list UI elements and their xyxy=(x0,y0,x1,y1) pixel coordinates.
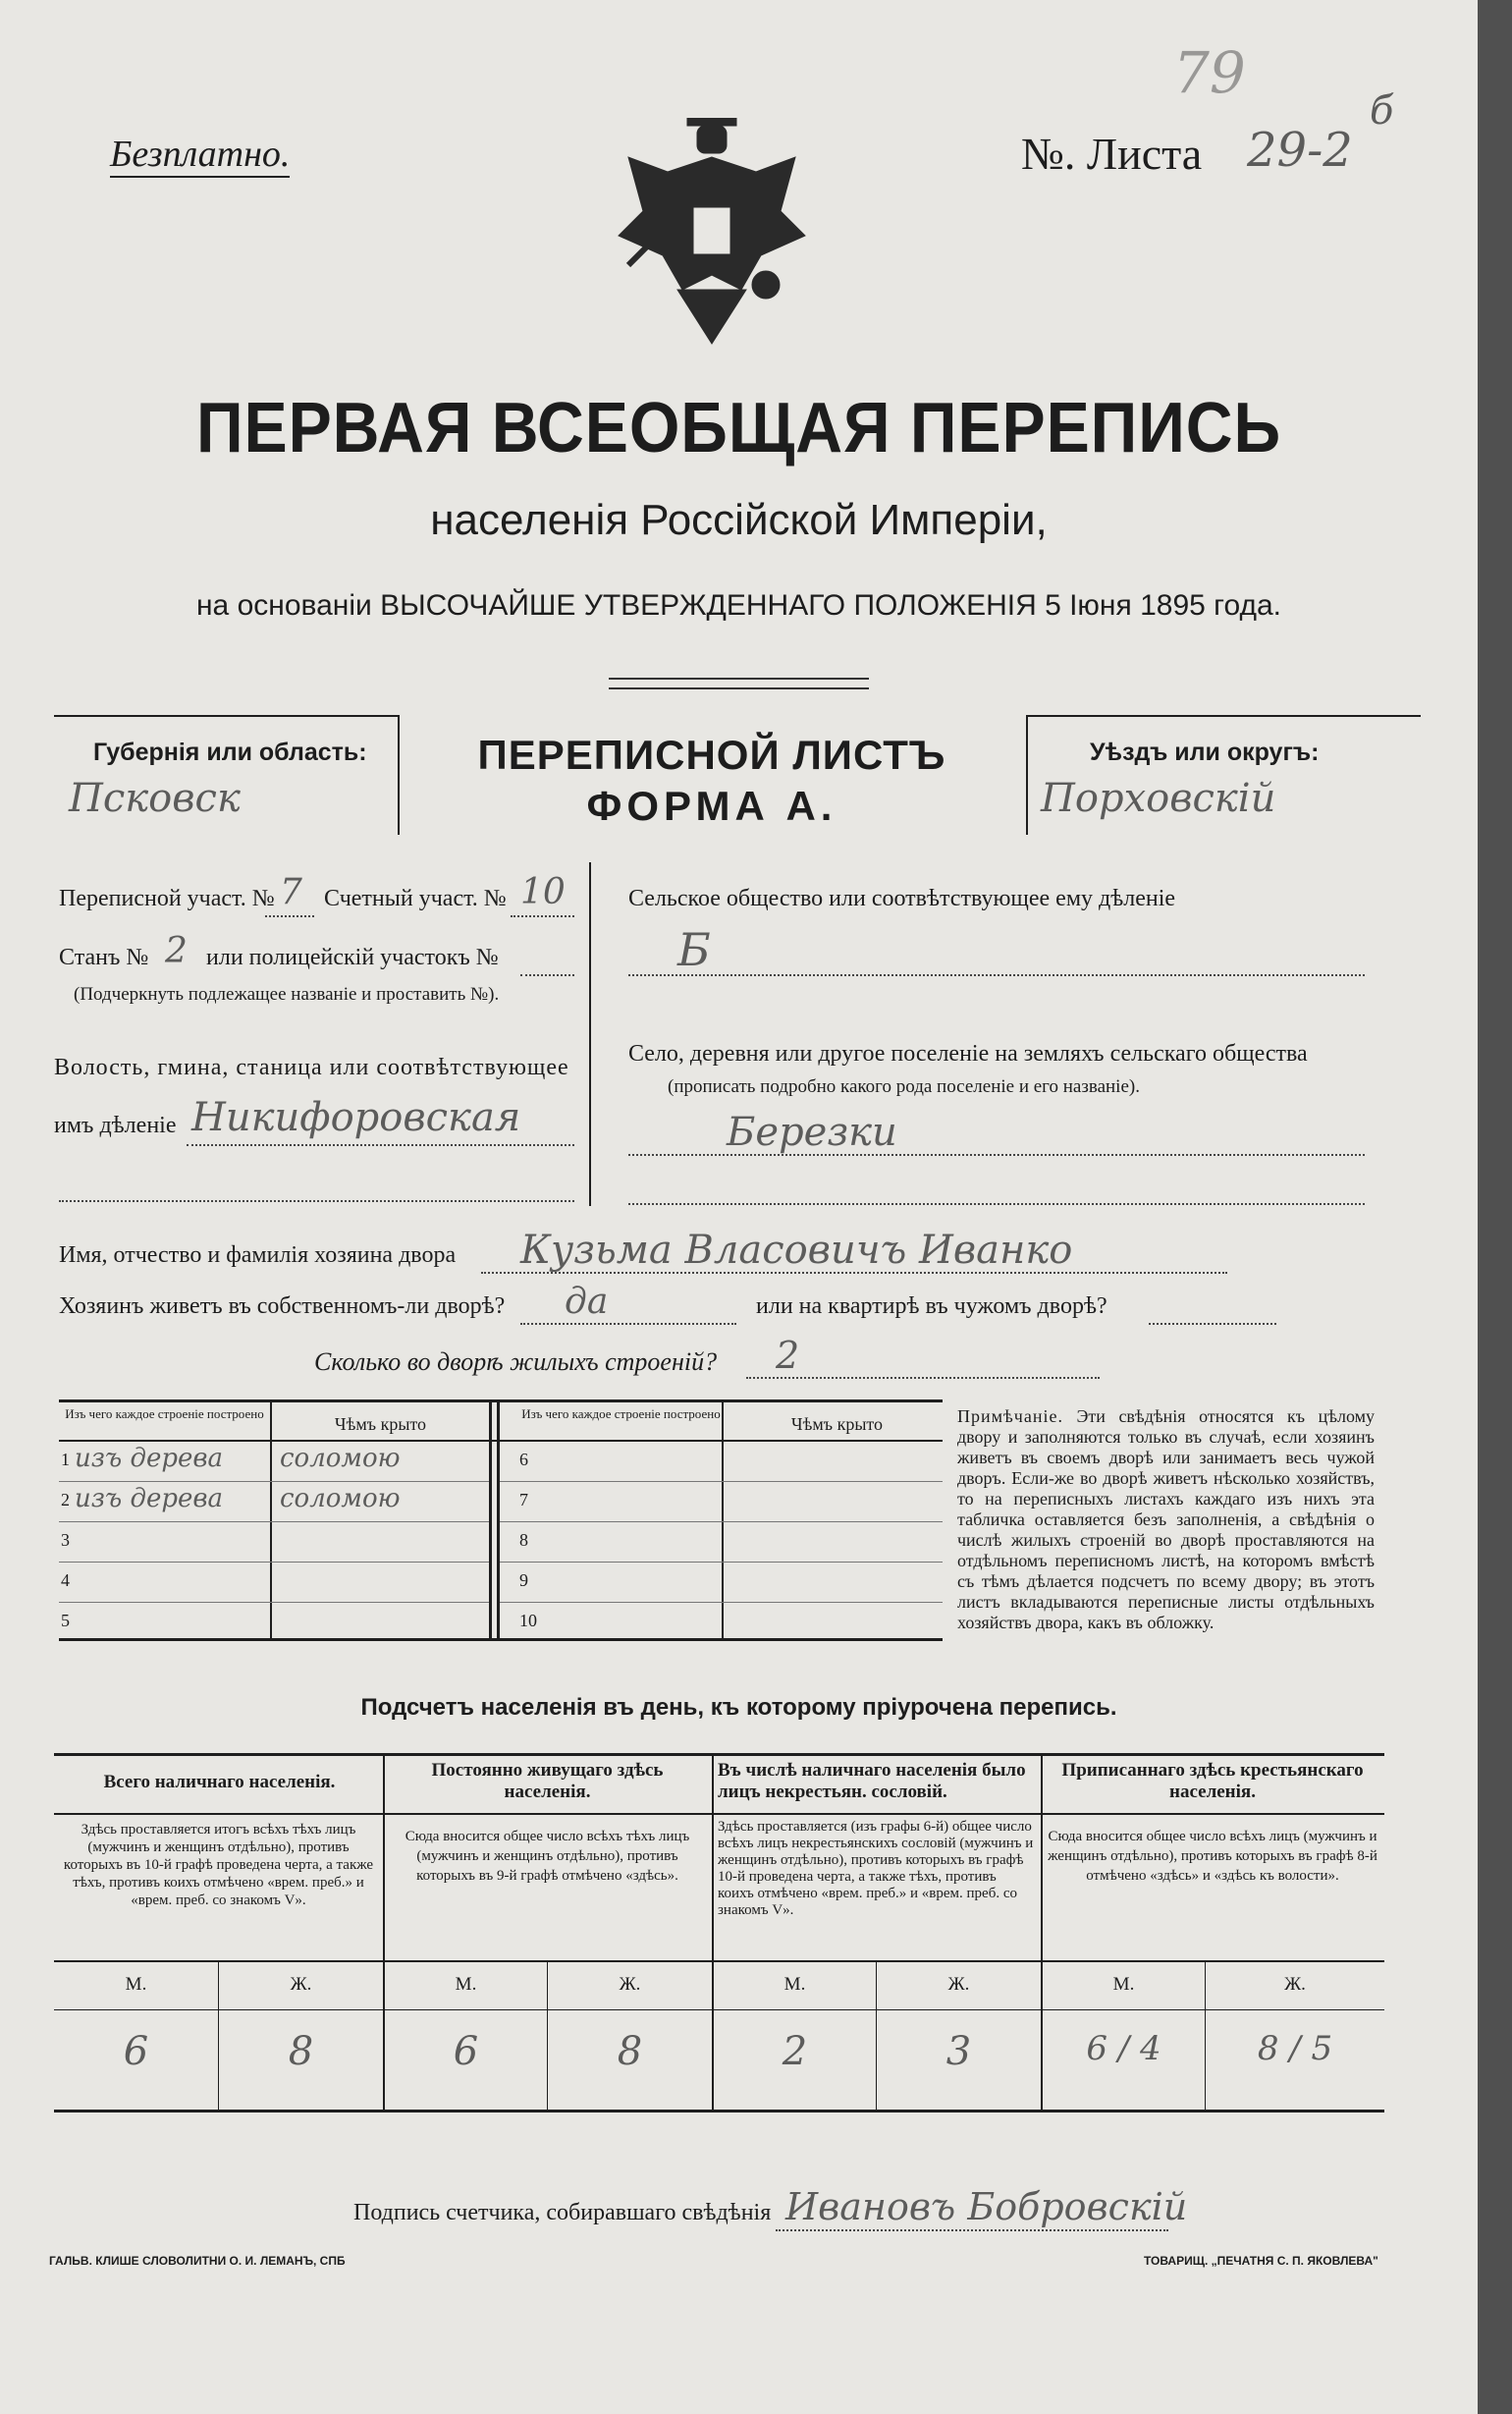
buildings-label: Сколько во дворѣ жилыхъ строеній? xyxy=(314,1347,718,1376)
corner-mark: б xyxy=(1370,88,1394,134)
scan-edge xyxy=(1478,0,1512,2414)
col-roof-header: Чѣмъ крыто xyxy=(334,1414,427,1434)
pop-col-4-desc: Сюда вносится общее число всѣхъ лицъ (мужчинъ и женщинъ отдѣльно), противъ которыхъ въ графѣ 8-й отмѣчено «здѣсь» и «здѣсь къ волости». xyxy=(1048,1829,1377,1884)
buildings-rows-right xyxy=(500,1442,943,1638)
village-value: Березки xyxy=(727,1110,897,1155)
signature-value: Ивановъ Бобровскій xyxy=(785,2185,1188,2228)
pop-col-2-male-value: 6 xyxy=(453,2029,479,2074)
pop-col-2-title: Постоянно живущаго здѣсь населенія. xyxy=(431,1760,664,1802)
pop-col-1-male-header: М. xyxy=(125,1974,147,1995)
volost-label-2: имъ дѣленіе xyxy=(54,1113,177,1138)
district-label: Уѣздъ или округъ: xyxy=(1090,739,1320,766)
police-note: (Подчеркнуть подлежащее названіе и проставить №). xyxy=(74,984,500,1005)
table-row: 2 изъ дерева соломою xyxy=(59,1482,489,1522)
form-title: ПЕРЕПИСНОЙ ЛИСТЪ xyxy=(477,732,946,778)
signature-label: Подпись счетчика, собиравшаго свѣдѣнія xyxy=(353,2200,772,2225)
subtitle: населенія Россійской Имперіи, xyxy=(430,496,1048,544)
volost-value: Никифоровская xyxy=(191,1095,521,1140)
table-row: 10 xyxy=(519,1611,537,1630)
province-label: Губернія или область: xyxy=(93,739,367,766)
pop-col-3-male-value: 2 xyxy=(782,2029,808,2074)
pop-col-2-female-value: 8 xyxy=(617,2029,643,2074)
pop-col-3-female-header: Ж. xyxy=(947,1974,970,1995)
pop-col-4-male-header: М. xyxy=(1112,1974,1135,1995)
province-value: Псковск xyxy=(69,776,241,821)
fields-divider xyxy=(589,862,591,1206)
society-value: Б xyxy=(677,923,711,976)
district-value: Порховскій xyxy=(1041,776,1276,821)
note-text: Эти свѣдѣнія относятся къ цѣлому двору и заполняются только въ случаѣ, если хозяинъ живетъ въ своемъ дворѣ или занимаетъ весь чужой дворъ. Если-же во дворѣ живетъ нѣсколько хозяйствъ, то на переписныхъ листахъ каждаго изъ нихъ эта табличка оставляется безъ заполненія, а свѣдѣнія о числѣ жилыхъ строеній во дворѣ проставляются на отдѣльномъ переписномъ листѣ, на которомъ вмѣстѣ съ тѣмъ дѣлается подсчетъ по всему двору; въ этотъ листъ вкладываются переписные листы отдѣльныхъ хозяйствъ двора, какъ въ обложку. xyxy=(957,1406,1376,1632)
pop-col-3-title: Въ числѣ наличнаго населенія было лицъ некрестьян. сословій. xyxy=(718,1760,1026,1802)
buildings-table xyxy=(59,1399,943,1641)
pop-col-2-male-header: М. xyxy=(455,1974,477,1995)
pop-col-4-female-header: Ж. xyxy=(1284,1974,1306,1995)
coat-of-arms-icon xyxy=(609,118,815,354)
village-note: (прописать подробно какого рода поселеніе и его названіе). xyxy=(668,1076,1140,1097)
pop-col-2-female-header: Ж. xyxy=(619,1974,641,1995)
table-row: 7 xyxy=(500,1482,943,1522)
society-label: Сельское общество или соотвѣтствующее ему дѣленіе xyxy=(628,886,1176,911)
sheet-number-value: 29-2 xyxy=(1247,123,1353,178)
table-row: 9 xyxy=(500,1563,943,1603)
count-section-value: 10 xyxy=(520,872,566,912)
village-label: Село, деревня или другое поселеніе на земляхъ сельскаго общества xyxy=(628,1041,1308,1067)
pop-col-3-male-header: М. xyxy=(783,1974,806,1995)
sheet-number-label: №. Листа xyxy=(1021,129,1203,179)
col-material-header-2: Изъ чего каждое строеніе построено xyxy=(521,1406,721,1421)
pop-col-3-desc: Здѣсь проставляется (изъ графы 6-й) общее число всѣхъ лицъ некрестьянскихъ сословій (мужчинъ и женщинъ отдѣльно), противъ которыхъ въ графѣ 10-й проведена черта, а также тѣхъ, противъ коихъ отмѣчено «врем. преб.» и «врем. преб. со знакомъ V». xyxy=(718,1819,1034,1918)
table-row: 5 xyxy=(61,1611,70,1630)
ornament-divider xyxy=(609,678,869,689)
table-row: 8 xyxy=(500,1522,943,1563)
pop-col-1-female-header: Ж. xyxy=(290,1974,312,1995)
volost-label: Волость, гмина, станица или соотвѣтствующее xyxy=(54,1055,569,1080)
owner-apartment-label: или на квартирѣ въ чужомъ дворѣ? xyxy=(756,1293,1107,1319)
footer-left: ГАЛЬВ. КЛИШЕ СЛОВОЛИТНИ О. И. ЛЕМАНЪ, СПБ xyxy=(49,2254,346,2268)
pop-col-4-female-value: 8 / 5 xyxy=(1257,2029,1333,2068)
pop-col-1-female-value: 8 xyxy=(288,2029,314,2074)
pop-col-2-desc: Сюда вносится общее число всѣхъ тѣхъ лицъ (мужчинъ и женщинъ отдѣльно), противъ которыхъ въ 9-й графѣ отмѣчено «здѣсь». xyxy=(405,1829,690,1884)
corner-number: 79 xyxy=(1173,39,1246,106)
pop-col-3-female-value: 3 xyxy=(945,2029,972,2074)
stan-label: Станъ № xyxy=(59,945,149,970)
pop-col-4-title: Приписаннаго здѣсь крестьянскаго населенія. xyxy=(1061,1760,1364,1802)
main-title: ПЕРВАЯ ВСЕОБЩАЯ ПЕРЕПИСЬ xyxy=(195,389,1282,467)
note-block xyxy=(957,1406,1375,1633)
stan-value: 2 xyxy=(165,931,188,971)
owner-name-label: Имя, отчество и фамилія хозяина двора xyxy=(59,1242,457,1268)
table-row: 4 xyxy=(59,1563,489,1603)
owner-name-value: Кузьма Власовичъ Иванко xyxy=(520,1228,1073,1273)
owner-lives-label: Хозяинъ живетъ въ собственномъ-ли дворѣ? xyxy=(59,1293,506,1319)
pop-col-4-male-value: 6 / 4 xyxy=(1086,2029,1161,2068)
form-name: ФОРМА А. xyxy=(586,783,837,829)
buildings-value: 2 xyxy=(776,1334,800,1377)
free-label: Безплатно. xyxy=(110,133,290,178)
pop-col-1-title: Всего наличнаго населенія. xyxy=(103,1772,336,1792)
census-section-label: Переписной участ. № xyxy=(59,886,275,911)
count-section-label: Счетный участ. № xyxy=(324,886,507,911)
table-row: 3 xyxy=(59,1522,489,1563)
table-row: 1 изъ дерева соломою xyxy=(59,1442,489,1482)
pop-col-1-desc: Здѣсь проставляется итогъ всѣхъ тѣхъ лицъ (мужчинъ и женщинъ отдѣльно), противъ которыхъ въ 10-й графѣ проведена черта, а также тѣхъ, противъ коихъ отмѣчено «врем. преб.» и «врем. преб. со знакомъ V». xyxy=(63,1822,374,1908)
col-material-header: Изъ чего каждое строеніе построено xyxy=(65,1406,264,1421)
footer-right: ТОВАРИЩ. „ПЕЧАТНЯ С. П. ЯКОВЛЕВА" xyxy=(1144,2254,1378,2268)
census-section-value: 7 xyxy=(280,872,302,912)
buildings-rows-left xyxy=(59,1442,489,1638)
col-roof-header-2: Чѣмъ крыто xyxy=(790,1414,884,1434)
pop-col-1-male-value: 6 xyxy=(123,2029,149,2074)
owner-lives-value: да xyxy=(565,1282,609,1322)
population-heading: Подсчетъ населенія въ день, къ которому пріурочена перепись. xyxy=(360,1694,1117,1721)
note-heading: Примѣчаніе. xyxy=(957,1406,1063,1426)
legal-basis: на основаніи ВЫСОЧАЙШЕ УТВЕРЖДЕННАГО ПОЛОЖЕНІЯ 5 Іюня 1895 года. xyxy=(195,589,1281,622)
population-table xyxy=(54,1753,1384,2112)
police-label: или полицейскій участокъ № xyxy=(206,945,499,970)
table-row: 6 xyxy=(500,1442,943,1482)
